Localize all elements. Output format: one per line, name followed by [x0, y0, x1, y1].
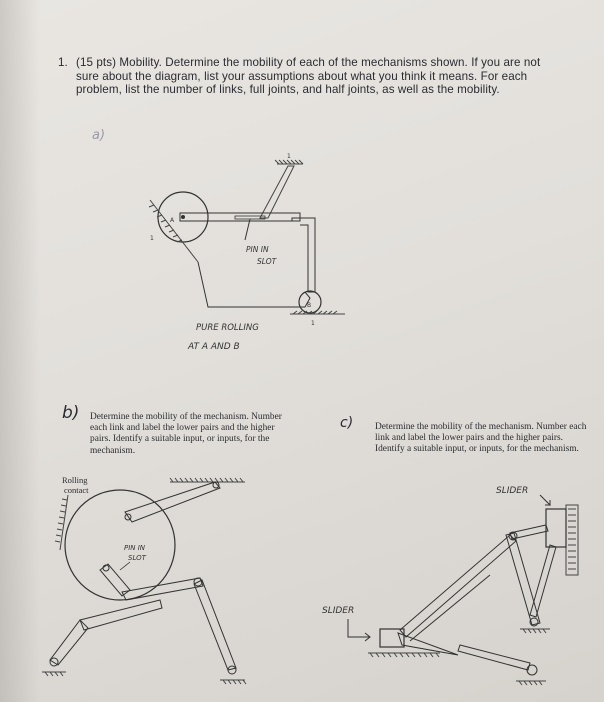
page-shadow [0, 0, 40, 702]
lower-crossbar [80, 600, 162, 630]
ground-top-b [170, 478, 245, 482]
problem-text: (15 pts) Mobility. Determine the mobility of each of the mechanisms shown. If you are not sure about the diagram, list your assumptions about what you think it means. For each problem, list the number of links, full joints, and half joints, as well as the mobility. [76, 56, 541, 97]
link-1-left-label: 1 [150, 235, 154, 242]
c-link-right [530, 545, 556, 617]
rolling-contact-label-1: Rolling [62, 475, 88, 485]
ground-bottom [290, 311, 345, 314]
bottom-slider-block [380, 629, 404, 647]
triangle-body [198, 262, 310, 307]
right-link [292, 218, 315, 292]
c-triangle [398, 633, 458, 655]
ground-right-c [566, 505, 578, 575]
part-c-instructions: Determine the mobility of the mechanism. Number each link and label the lower pairs and the higher pairs. Identify a suitable input, or inputs, for the mechanism. [375, 422, 587, 455]
c-link-lower [458, 645, 530, 670]
point-b-label: B [307, 302, 312, 309]
large-disk [65, 490, 175, 600]
ground-left [149, 200, 198, 262]
c-link-long [506, 533, 540, 625]
right-leg [194, 580, 236, 670]
problem-number: 1. [58, 56, 68, 69]
part-a-diagram [140, 150, 360, 365]
slider-top-label: SLIDER [496, 486, 529, 496]
ground-left-bottom-b [42, 672, 66, 676]
problem-statement [58, 56, 562, 97]
pin-pointer-b [120, 562, 130, 570]
part-b-diagram [40, 470, 300, 702]
slider-bottom-arrow [348, 619, 370, 641]
top-link [260, 166, 294, 218]
coupler-link [122, 578, 203, 600]
top-slider-block [546, 509, 566, 547]
rolling-contact-label-2: contact [64, 485, 89, 495]
top-rocker-link [125, 482, 220, 522]
c-link-top [510, 525, 548, 539]
pin-note-b-line1: PIN IN [124, 544, 146, 552]
ground-right-b [220, 680, 246, 684]
part-b-instructions: Determine the mobility of the mechanism. Number each link and label the lower pairs and the higher pairs. Identify a suitable input, or inputs, for the mechanism. [90, 412, 282, 456]
slider-bottom-label: SLIDER [322, 606, 355, 616]
part-c-diagram [310, 465, 604, 702]
link-1-right-label: 1 [311, 320, 315, 327]
rolling-note-line2: AT A AND B [188, 342, 240, 352]
point-a-label: A [170, 217, 175, 224]
ground-left-b [55, 495, 68, 550]
wheel-a-center [181, 215, 185, 219]
rolling-note-line1: PURE ROLLING [196, 323, 259, 333]
pin-pointer [245, 219, 250, 240]
link-1-top-label: 1 [287, 153, 291, 160]
slider-top-arrow [540, 495, 550, 505]
ground-right-mid-c [520, 629, 550, 633]
part-a-label: a) [92, 128, 106, 143]
ground-bottom-right-c [516, 681, 546, 685]
part-b-label: b) [62, 403, 80, 423]
c-triangle-edge [410, 575, 490, 641]
part-c-label: c) [340, 415, 354, 431]
ground-top [275, 160, 303, 164]
c-link-diag [400, 535, 516, 637]
slotted-bar [180, 213, 300, 221]
pin-note-line1: PIN IN [246, 245, 269, 254]
pin-note-line2: SLOT [257, 257, 277, 266]
pin-note-b-line2: SLOT [128, 554, 146, 562]
ground-bottom-c [368, 653, 440, 657]
